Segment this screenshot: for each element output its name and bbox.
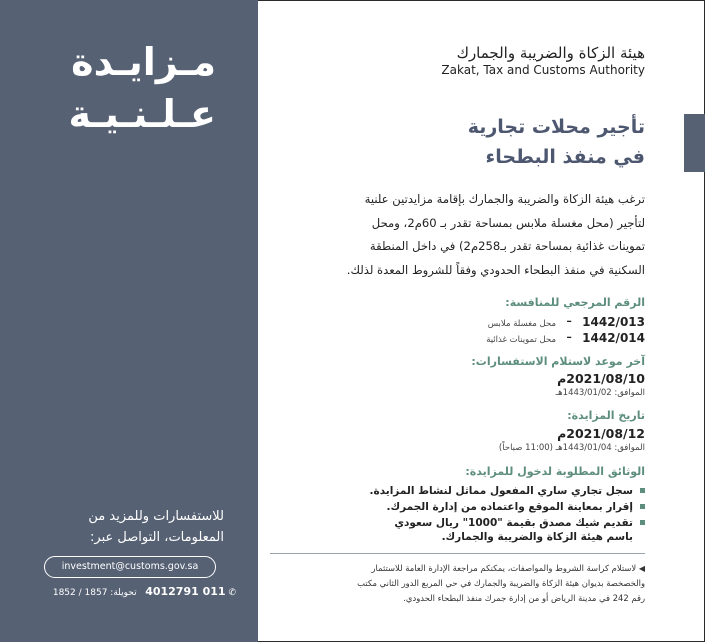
- reference-label: محل تموينات غذائية: [486, 335, 557, 345]
- document-text: سجل تجاري ساري المفعول مماثل لنشاط المزايدة.: [369, 485, 633, 497]
- documents-list: [325, 484, 645, 546]
- phone-row: [46, 585, 236, 598]
- note-line: [269, 561, 645, 576]
- document-item: [325, 500, 645, 514]
- contact-text: [14, 506, 224, 548]
- note-text: لاستلام كراسة الشروط والمواصفات، يمكنكم مراجعة الإدارة العامة للاستثمار: [371, 563, 637, 573]
- phone-extensions: تحويلة: 1857 / 1852: [52, 588, 137, 598]
- headline-line2: في منفذ البطحاء: [485, 146, 645, 168]
- reference-label: محل مغسلة ملابس: [487, 319, 557, 329]
- headline-line1: تأجير محلات تجارية: [467, 116, 645, 138]
- reference-code: 1442/013: [582, 315, 645, 329]
- reference-title: الرقم المرجعي للمنافسة:: [505, 296, 645, 309]
- inquiry-deadline-title: آخر موعد لاستلام الاستفسارات:: [471, 355, 645, 368]
- reference-code: 1442/014: [582, 331, 645, 345]
- phone-number[interactable]: 011 4012791: [145, 585, 226, 598]
- bullet-icon: [640, 520, 645, 525]
- note-line: رقم 242 في مدينة الرياض أو من إدارة جمرك منفذ البطحاء الحدودي.: [403, 593, 645, 603]
- inquiry-deadline-date: 2021/08/10م: [557, 371, 645, 386]
- auction-date-hijri: الموافق: 1443/01/04هـ (11:00 صباحاً): [498, 443, 645, 453]
- triangle-icon: ◀: [638, 564, 645, 573]
- inquiry-deadline-hijri: الموافق: 1443/01/02هـ: [555, 388, 645, 398]
- conditions-note: [269, 561, 645, 606]
- bullet-icon: [640, 504, 645, 509]
- intro-line: تموينات غذائية بمساحة تقدر بـ258م2) في داخل المنطقة: [369, 239, 645, 254]
- intro-line: ترغب هيئة الزكاة والضريبة والجمارك بإقامة مزايدتين علنية: [364, 192, 645, 206]
- contact-line2: المعلومات، التواصل عبر:: [90, 530, 224, 545]
- intro-line: السكنية في منفذ البطحاء الحدودي وفقاً للشروط المعدة لذلك.: [346, 262, 645, 277]
- documents-title: الوثائق المطلوبة لدخول للمزايدة:: [465, 465, 645, 478]
- email-link[interactable]: investment@customs.gov.sa: [44, 556, 216, 578]
- reference-item: 1442/014 - محل تموينات غذائية: [486, 327, 645, 346]
- side-panel: [0, 0, 258, 642]
- document-text: تقديم شيك مصدق بقيمة "1000" ريال سعودي: [394, 517, 633, 529]
- side-title-line2: عـلـنـيـة: [68, 92, 216, 136]
- document-item: [325, 484, 645, 498]
- intro-line: لتأجير (محل مغسلة ملابس بمساحة تقدر بـ 60م2، ومحل: [371, 215, 645, 230]
- contact-line1: للاستفسارات وللمزيد من: [88, 509, 224, 524]
- accent-bar: [684, 114, 705, 172]
- document-text: باسم هيئة الزكاة والضريبة والجمارك.: [441, 531, 633, 543]
- phone-icon: ✆: [228, 588, 236, 598]
- bullet-icon: [640, 488, 645, 493]
- note-line: والخصخصة بديوان هيئة الزكاة والضريبة والجمارك في حي المربع الدور الثاني مكتب: [357, 578, 645, 588]
- auction-date: 2021/08/12م: [557, 426, 645, 441]
- auction-date-title: تاريخ المزايدة:: [567, 409, 645, 422]
- side-title-line1: مـزايـدة: [71, 40, 216, 84]
- intro-paragraph: [277, 188, 645, 282]
- document-text: إقرار بمعاينة الموقع واعتماده من إدارة الجمرك.: [386, 501, 633, 513]
- reference-item: 1442/013 - محل مغسلة ملابس: [487, 311, 645, 330]
- authority-logo-arabic: هيئة الزكاة والضريبة والجمارك: [456, 44, 645, 62]
- document-item: [325, 516, 645, 544]
- authority-logo-english: Zakat, Tax and Customs Authority: [441, 63, 645, 77]
- divider: [270, 553, 645, 554]
